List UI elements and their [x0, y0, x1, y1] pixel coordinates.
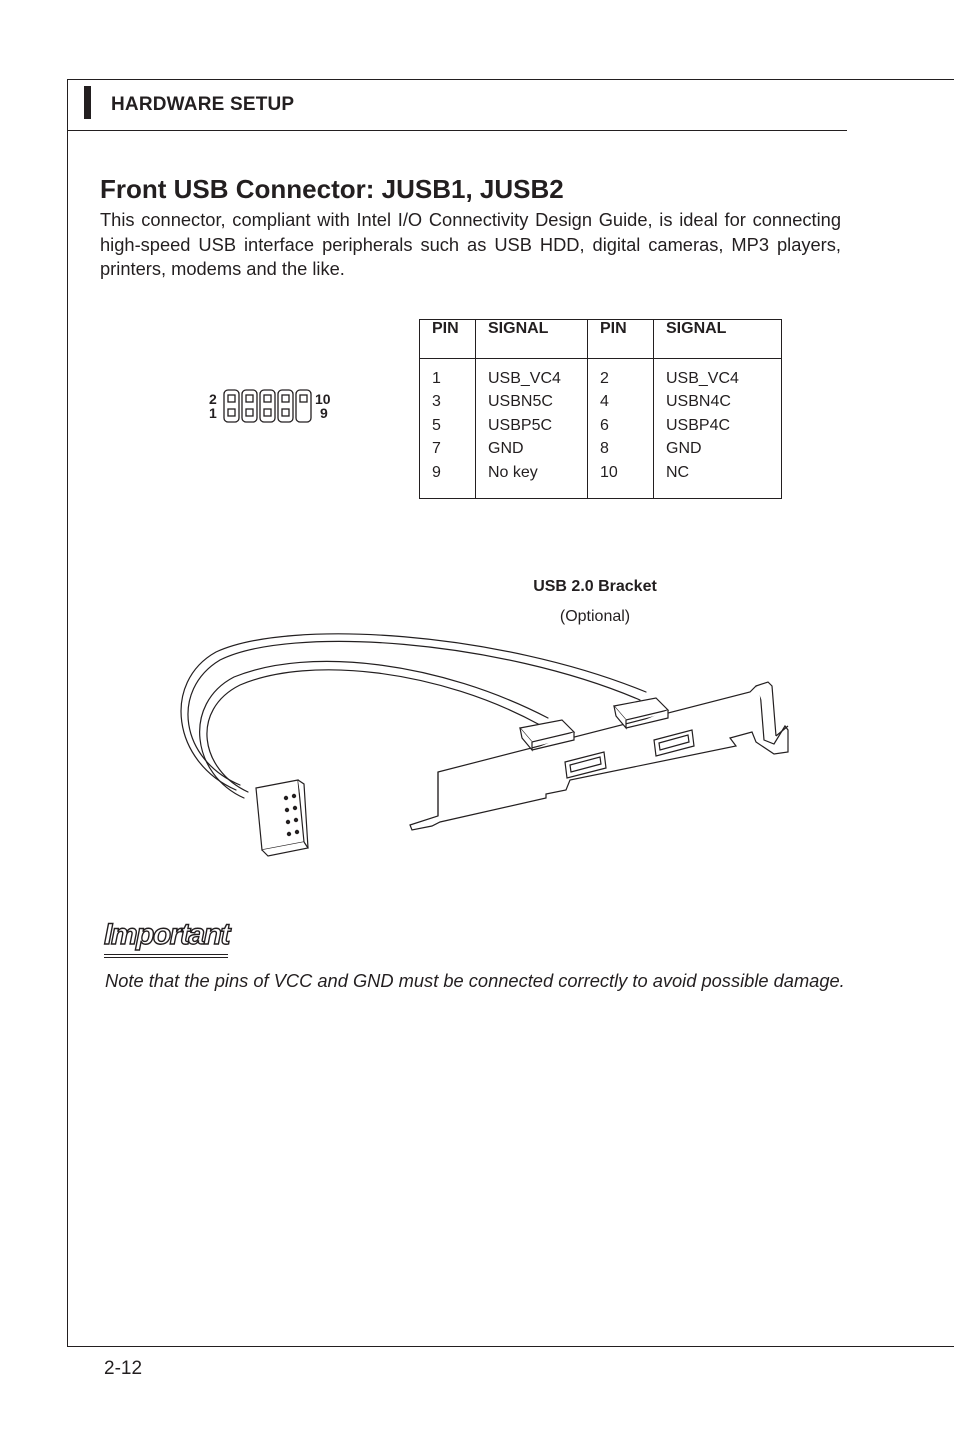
- header-plug: [256, 780, 308, 856]
- pin-label-top-right: 10: [315, 391, 331, 407]
- page-number: 2-12: [104, 1358, 143, 1379]
- table-header-signal: SIGNAL: [476, 320, 588, 359]
- table-cell: USBN5C: [488, 393, 553, 411]
- section-marker: [84, 86, 91, 119]
- pin-label-bottom-left: 1: [209, 405, 217, 421]
- important-heading: Important: [104, 918, 229, 951]
- pin-column-1: [224, 390, 239, 422]
- pin-table: [419, 319, 782, 499]
- top-rule: [67, 79, 954, 80]
- table-cell: GND: [488, 440, 524, 458]
- table-cell: 2: [600, 370, 609, 387]
- important-underline: [104, 954, 228, 955]
- odd-pin-column: [420, 359, 476, 499]
- table-header-pin: PIN: [420, 320, 476, 359]
- pin-column-5-keyed: [296, 390, 311, 422]
- table-cell: NC: [666, 463, 690, 481]
- table-cell: 9: [432, 463, 441, 481]
- table-cell: USB_VC4: [666, 370, 739, 387]
- table-cell: USBN4C: [666, 393, 731, 411]
- table-cell: 4: [600, 393, 609, 411]
- section-title: HARDWARE SETUP: [111, 94, 295, 115]
- pin-label-bottom-right: 9: [320, 405, 328, 421]
- table-header-pin: PIN: [588, 320, 654, 359]
- pin-column-3: [260, 390, 275, 422]
- table-cell: USB_VC4: [488, 370, 561, 387]
- table-cell: 3: [432, 393, 441, 411]
- pin-column-2: [242, 390, 257, 422]
- header-rule: [67, 130, 847, 131]
- even-signal-column: [654, 359, 782, 499]
- pin-label-top-left: 2: [209, 391, 217, 407]
- usb-bracket-illustration: [170, 630, 810, 860]
- table-cell: GND: [666, 440, 702, 458]
- table-header-signal: SIGNAL: [654, 320, 782, 359]
- table-cell: 10: [600, 463, 618, 481]
- page-title: Front USB Connector: JUSB1, JUSB2: [100, 174, 564, 204]
- pin-header-diagram: [205, 388, 340, 426]
- table-header-row: [420, 320, 782, 359]
- important-note: Note that the pins of VCC and GND must be connected correctly to avoid possible damage.: [105, 970, 845, 991]
- table-cell: 6: [600, 416, 609, 434]
- even-pin-column: [588, 359, 654, 499]
- important-underline: [104, 957, 228, 958]
- table-cell: 1: [432, 370, 441, 387]
- bracket-optional-label: (Optional): [559, 608, 631, 625]
- odd-signal-column: [476, 359, 588, 499]
- table-cell: No key: [488, 463, 538, 481]
- intro-paragraph: This connector, compliant with Intel I/O Connectivity Design Guide, is ideal for connecting high-speed USB interface peripherals such as USB HDD, digital cameras, MP3 players, printers, modems and the like.: [100, 209, 841, 279]
- bracket-label: USB 2.0 Bracket: [533, 578, 657, 595]
- table-cell: USBP5C: [488, 416, 553, 434]
- footer-rule: [67, 1346, 954, 1347]
- table-cell: 8: [600, 440, 609, 458]
- pin-column-4: [278, 390, 293, 422]
- table-body-row: [420, 359, 782, 499]
- left-margin-rule: [67, 79, 68, 1347]
- table-cell: 5: [432, 416, 441, 434]
- table-cell: USBP4C: [666, 416, 731, 434]
- table-cell: 7: [432, 440, 441, 458]
